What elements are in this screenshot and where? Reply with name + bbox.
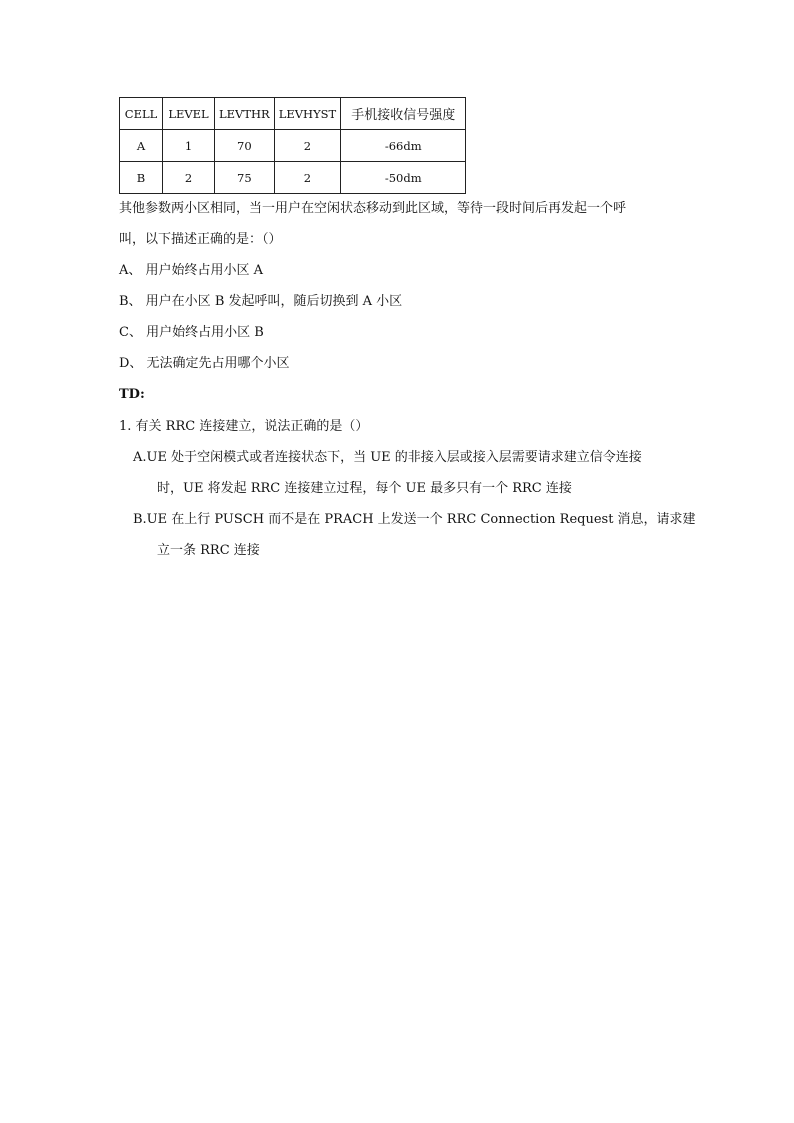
q1-option-a-line-2: 时，UE 将发起 RRC 连接建立过程，每个 UE 最多只有一个 RRC 连接 [157,481,572,496]
table-cell: 2 [163,162,215,194]
table-header-row [120,98,466,130]
q1-option-a-line-1: A.UE 处于空闲模式或者连接状态下，当 UE 的非接入层或接入层需要请求建立信令连接 [133,450,642,465]
section-heading-td: TD: [119,387,145,402]
option-a: A、 用户始终占用小区 A [119,263,264,278]
question-stem-line-2: 叫，以下描述正确的是：（） [119,232,282,247]
table-cell: A [120,130,163,162]
header-levhyst: LEVHYST [274,98,341,130]
option-d: D、 无法确定先占用哪个小区 [119,356,290,371]
header-signal-strength: 手机接收信号强度 [341,98,466,130]
cell-parameter-table [119,97,466,194]
table-cell: 70 [215,130,275,162]
q1-option-b-line-2: 立一条 RRC 连接 [157,543,260,558]
option-b: B、 用户在小区 B 发起呼叫，随后切换到 A 小区 [119,294,403,309]
table-cell: -66dm [341,130,466,162]
table-cell: B [120,162,163,194]
option-c: C、 用户始终占用小区 B [119,325,264,340]
q1-option-b-line-1: B.UE 在上行 PUSCH 而不是在 PRACH 上发送一个 RRC Connection Request 消息，请求建 [133,512,696,527]
q1-stem: 1. 有关 RRC 连接建立，说法正确的是（） [119,419,369,434]
question-stem-line-1: 其他参数两小区相同，当一用户在空闲状态移动到此区域，等待一段时间后再发起一个呼 [119,201,627,216]
table-row [120,130,466,162]
table-cell: 75 [215,162,275,194]
table-cell: -50dm [341,162,466,194]
table-cell: 1 [163,130,215,162]
header-level: LEVEL [163,98,215,130]
table-cell: 2 [274,130,341,162]
table-cell: 2 [274,162,341,194]
header-levthr: LEVTHR [215,98,275,130]
table-row [120,162,466,194]
header-cell: CELL [120,98,163,130]
